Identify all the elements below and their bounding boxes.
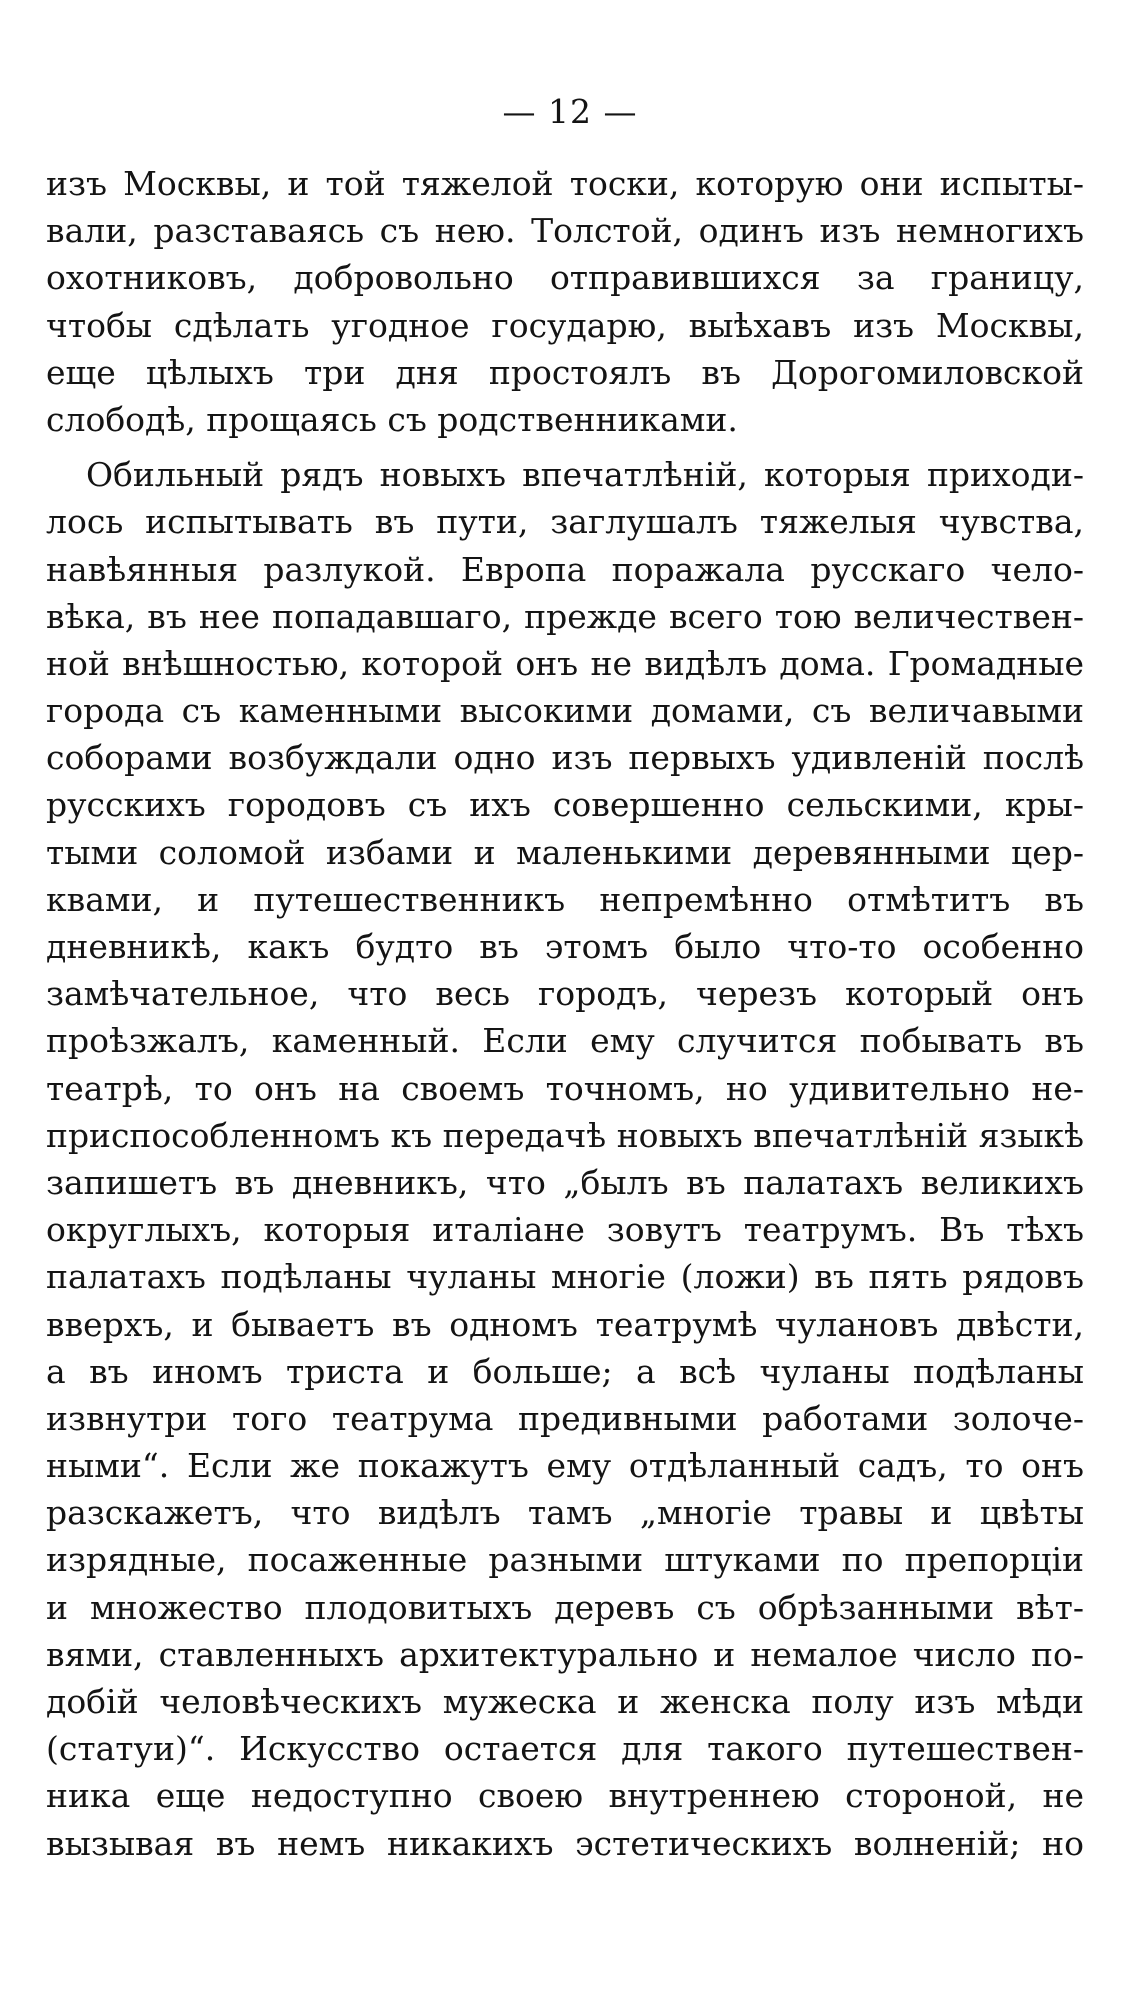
text-line: русскихъ городовъ съ ихъ совершенно сельскими, кры- xyxy=(46,785,1084,825)
text-line: тыми соломой избами и маленькими деревянными цер- xyxy=(46,832,1084,872)
text-line: еще цѣлыхъ три дня простоялъ въ Дорогомиловской xyxy=(46,352,1084,392)
paragraph xyxy=(46,451,1084,1867)
text-line: приспособленномъ къ передачѣ новыхъ впечатлѣній языкѣ xyxy=(46,1115,1084,1155)
text-line: слободѣ, прощаясь съ родственниками. xyxy=(46,399,738,439)
text-line: ника еще недоступно своею внутреннею стороной, не xyxy=(46,1776,1084,1816)
text-line: охотниковъ, добровольно отправившихся за границу, xyxy=(46,258,1084,298)
text-line: театрѣ, то онъ на своемъ точномъ, но удивительно не- xyxy=(46,1068,1084,1108)
text-line: палатахъ подѣланы чуланы многіе (ложи) въ пять рядовъ xyxy=(46,1257,1084,1297)
text-line: а въ иномъ триста и больше; а всѣ чуланы подѣланы xyxy=(46,1351,1084,1391)
text-line: чтобы сдѣлать угодное государю, выѣхавъ изъ Москвы, xyxy=(46,305,1084,345)
text-line: навѣянныя разлукой. Европа поражала русскаго чело- xyxy=(46,549,1084,589)
text-line: добій человѣческихъ мужеска и женска полу изъ мѣди xyxy=(46,1682,1084,1721)
text-line: проѣзжалъ, каменный. Если ему случится побывать въ xyxy=(46,1021,1084,1061)
text-line: извнутри того театрума предивными работами золоче- xyxy=(46,1398,1084,1438)
text-line: вызывая въ немъ никакихъ эстетическихъ волненій; но xyxy=(46,1823,1084,1863)
text-line: запишетъ въ дневникъ, что „былъ въ палатахъ великихъ xyxy=(46,1162,1084,1202)
text-line: и множество плодовитыхъ деревъ съ обрѣзанными вѣт- xyxy=(46,1587,1084,1627)
text-line: вѣка, въ нее попадавшаго, прежде всего тою величествен- xyxy=(46,596,1084,636)
text-line: (статуи)“. Искусство остается для такого путешествен- xyxy=(46,1729,1084,1769)
text-line: вали, разставаясь съ нею. Толстой, одинъ изъ немногихъ xyxy=(46,211,1084,251)
page-number: — 12 — xyxy=(502,92,638,131)
text-line: города съ каменными высокими домами, съ величавыми xyxy=(46,691,1084,731)
text-line: ными“. Если же покажутъ ему отдѣланный садъ, то онъ xyxy=(46,1446,1084,1486)
text-line: вверхъ, и бываетъ въ одномъ театрумѣ чулановъ двѣсти, xyxy=(46,1304,1084,1344)
text-line: замѣчательное, что весь городъ, черезъ который онъ xyxy=(46,974,1084,1014)
text-line: изъ Москвы, и той тяжелой тоски, которую они испыты- xyxy=(46,164,1084,203)
paragraph xyxy=(46,160,1084,443)
text-line: Обильный рядъ новыхъ впечатлѣній, которыя приходи- xyxy=(86,455,1084,495)
text-line: квами, и путешественникъ непремѣнно отмѣтитъ въ xyxy=(46,879,1084,919)
body-text xyxy=(46,160,1084,1867)
text-line: вями, ставленныхъ архитектурально и немалое число по- xyxy=(46,1634,1084,1674)
text-line: соборами возбуждали одно изъ первыхъ удивленій послѣ xyxy=(46,738,1084,778)
text-line: разскажетъ, что видѣлъ тамъ „многіе травы и цвѣты xyxy=(46,1493,1084,1533)
text-line: округлыхъ, которыя италіане зовутъ театрумъ. Въ тѣхъ xyxy=(46,1210,1084,1250)
text-line: лось испытывать въ пути, заглушалъ тяжелыя чувства, xyxy=(46,502,1084,542)
text-line: дневникѣ, какъ будто въ этомъ было что-то особенно xyxy=(46,927,1084,966)
text-line: ной внѣшностью, которой онъ не видѣлъ дома. Громадные xyxy=(46,643,1084,683)
paragraph-gap xyxy=(46,443,1084,451)
text-line: изрядные, посаженные разными штуками по препорціи xyxy=(46,1540,1084,1580)
